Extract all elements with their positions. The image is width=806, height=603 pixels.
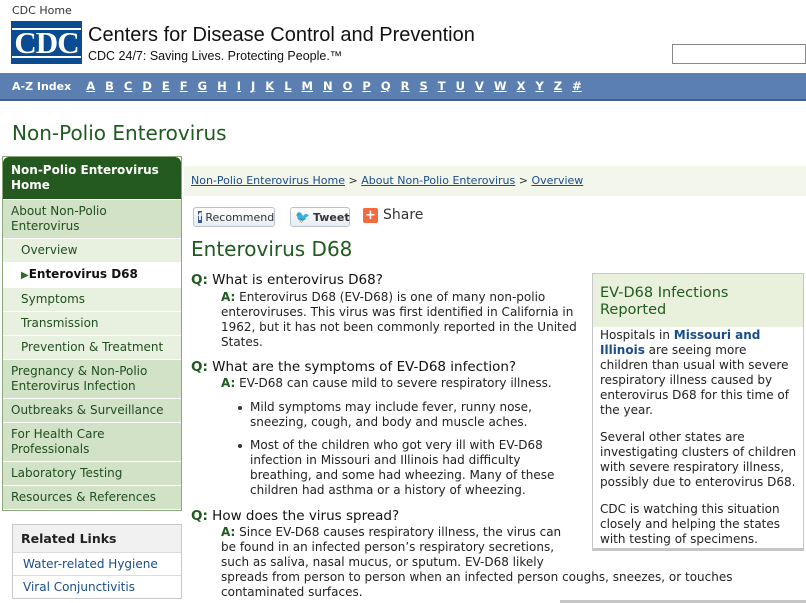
az-letter[interactable]: N [322, 79, 333, 93]
box-line: possibly due to enterovirus D68. [600, 475, 796, 489]
answer-2 [221, 376, 552, 391]
answer-text: EV-D68 can cause mild to severe respiratory illness. [239, 376, 552, 390]
related-link[interactable]: Viral Conjunctivitis [13, 575, 181, 598]
nav-item-resources[interactable]: Resources & References [3, 486, 181, 510]
az-letter[interactable]: C [123, 79, 133, 93]
az-letter[interactable]: W [493, 79, 507, 93]
box-title [600, 285, 728, 319]
bullet-line: infection in Missouri and Illinois had difficulty [250, 453, 521, 467]
az-letter[interactable]: I [236, 79, 241, 93]
tweet-label: Tweet [312, 210, 350, 224]
cdc-home-link[interactable]: CDC Home [12, 4, 72, 17]
az-letter[interactable]: H [217, 79, 227, 93]
a-label: A: [221, 525, 236, 539]
twitter-bird-icon: 🐦 [295, 210, 310, 224]
box-paragraph-3 [600, 502, 800, 547]
az-letter[interactable]: S [419, 79, 428, 93]
tweet-button[interactable] [290, 207, 350, 227]
az-letter[interactable]: V [474, 79, 484, 93]
az-letter[interactable]: A [86, 79, 96, 93]
share-label: Share [383, 207, 424, 223]
bullet-line: Most of the children who got very ill with EV-D68 [250, 438, 543, 452]
bullet-line: sneezing, cough, and body and muscle aches. [250, 415, 528, 429]
recommend-label: Recommend [205, 210, 275, 224]
az-letter[interactable]: G [197, 79, 208, 93]
nav-item-label: Enterovirus D68 [28, 267, 138, 281]
nav-item-symptoms[interactable]: Symptoms [3, 288, 181, 312]
az-letter[interactable]: P [362, 79, 371, 93]
breadcrumb [191, 174, 583, 187]
az-letter[interactable]: U [455, 79, 465, 93]
az-letter[interactable]: F [179, 79, 188, 93]
breadcrumb-separator: > [518, 174, 528, 187]
nav-item-home[interactable]: Non-Polio Enterovirus Home [3, 157, 181, 200]
box-title-line: EV-D68 Infections [600, 285, 729, 301]
box-line: respiratory illness caused by [600, 373, 773, 387]
question-text: What are the symptoms of EV-D68 infection? [212, 359, 517, 375]
a-label: A: [221, 290, 236, 304]
nav-item-overview[interactable]: Overview [3, 239, 181, 263]
missouri-illinois-link[interactable]: Missouri and [673, 328, 761, 342]
question-3 [191, 508, 399, 524]
box-line [600, 343, 800, 358]
box-text: Hospitals in [600, 328, 674, 342]
q-label: Q: [191, 272, 208, 288]
answer-line [221, 290, 591, 305]
az-letter[interactable]: X [516, 79, 526, 93]
box-paragraph-1 [600, 328, 800, 418]
nav-item-outbreaks[interactable]: Outbreaks & Surveillance [3, 399, 181, 423]
az-letter[interactable]: T [437, 79, 446, 93]
question-1 [191, 272, 383, 288]
answer-line: contaminated surfaces. [221, 585, 363, 599]
answer-line: enteroviruses. This virus was first identified in California in [221, 305, 574, 319]
related-link[interactable]: Water-related Hygiene [13, 552, 181, 575]
box-title-line: Reported [600, 302, 667, 318]
az-letter[interactable]: L [284, 79, 292, 93]
box-line: enterovirus D68 for this time of [600, 388, 789, 402]
question-2 [191, 359, 516, 375]
related-links-title: Related Links [13, 525, 181, 552]
az-letter[interactable]: Y [535, 79, 544, 93]
org-name: Centers for Disease Control and Prevention [88, 24, 475, 46]
az-letter[interactable]: Z [553, 79, 563, 93]
az-letter[interactable]: D [142, 79, 152, 93]
bullet-dot [238, 444, 242, 448]
nav-item-about[interactable]: About Non-Polio Enterovirus [3, 200, 181, 239]
answer-line: 1962, but it has not been commonly reported in the United [221, 320, 577, 334]
az-letter[interactable]: B [105, 79, 114, 93]
breadcrumb-link[interactable]: About Non-Polio Enterovirus [361, 174, 516, 187]
az-index-label[interactable]: A-Z Index [12, 79, 72, 93]
a-label: A: [221, 376, 236, 390]
box-line: with severe respiratory illness, [600, 460, 785, 474]
q-label: Q: [191, 359, 208, 375]
az-index-bar [0, 73, 806, 101]
box-line: children than usual with severe [600, 358, 789, 372]
page-title: Non-Polio Enterovirus [12, 121, 227, 145]
bullet-line: breathing, and some had wheezing. Many of these [250, 468, 555, 482]
bullet-dot [238, 406, 242, 410]
nav-item-prevention[interactable]: Prevention & Treatment [3, 336, 181, 360]
triangle-right-icon: ▶ [21, 270, 29, 281]
answer-line: spreads from person to person when an infected person coughs, sneezes, or touches [221, 570, 733, 584]
q-label: Q: [191, 508, 208, 524]
tagline: CDC 24/7: Saving Lives. Protecting People.™ [88, 49, 343, 63]
bullet-2 [250, 438, 580, 498]
bullet-1 [250, 400, 580, 430]
box-line: closely and helping the states [600, 517, 781, 531]
facebook-icon: f [198, 211, 203, 223]
box-line: CDC is watching this situation [600, 502, 780, 516]
nav-item-professionals[interactable]: For Health Care Professionals [3, 423, 181, 462]
az-letter[interactable]: M [301, 79, 313, 93]
cdc-logo[interactable] [11, 21, 82, 64]
breadcrumb-link[interactable]: Overview [531, 174, 584, 187]
share-button[interactable] [363, 207, 423, 223]
az-letter[interactable]: O [342, 79, 353, 93]
nav-item-transmission[interactable]: Transmission [3, 312, 181, 336]
related-links [12, 524, 182, 599]
question-text: What is enterovirus D68? [212, 272, 383, 288]
missouri-illinois-link[interactable]: Illinois [600, 343, 645, 357]
box-line: with testing of specimens. [600, 532, 758, 546]
left-nav [2, 156, 182, 511]
breadcrumb-separator: > [348, 174, 358, 187]
plus-icon: + [363, 208, 378, 223]
answer-line: be found in an infected person’s respiratory secretions, [221, 540, 555, 554]
answer-text: Since EV-D68 causes respiratory illness, the virus can [239, 525, 562, 539]
answer-text: Enterovirus D68 (EV-D68) is one of many non-polio [239, 290, 546, 304]
answer-line: such as saliva, nasal mucus, or sputum. EV-D68 likely [221, 555, 544, 569]
search-input[interactable] [672, 44, 806, 64]
answer-1 [221, 290, 591, 350]
az-letter[interactable]: R [400, 79, 410, 93]
box-paragraph-2 [600, 430, 800, 490]
bullet-line: children had asthma or a history of wheezing. [250, 483, 526, 497]
box-line [600, 328, 800, 343]
az-letter[interactable]: # [572, 79, 582, 93]
nav-item-enterovirus-d68[interactable] [3, 263, 181, 288]
az-letter[interactable]: J [251, 79, 256, 93]
bullet-line: Mild symptoms may include fever, runny nose, [250, 400, 532, 414]
az-letter[interactable]: Q [380, 79, 391, 93]
nav-item-pregnancy[interactable]: Pregnancy & Non-Polio Enterovirus Infection [3, 360, 181, 399]
box-line: Several other states are [600, 430, 745, 444]
question-text: How does the virus spread? [212, 508, 400, 524]
box-line: investigating clusters of children [600, 445, 797, 459]
facebook-recommend-button[interactable] [193, 207, 275, 227]
ev-d68-infections-box [592, 273, 804, 551]
nav-item-lab-testing[interactable]: Laboratory Testing [3, 462, 181, 486]
az-letter[interactable]: K [265, 79, 275, 93]
box-line: the year. [600, 403, 653, 417]
breadcrumb-link[interactable]: Non-Polio Enterovirus Home [191, 174, 345, 187]
answer-line: States. [221, 335, 263, 349]
cdc-logo-text: CDC [14, 24, 79, 60]
box-text: are seeing more [644, 343, 747, 357]
az-letter[interactable]: E [161, 79, 170, 93]
article-title: Enterovirus D68 [191, 237, 353, 261]
